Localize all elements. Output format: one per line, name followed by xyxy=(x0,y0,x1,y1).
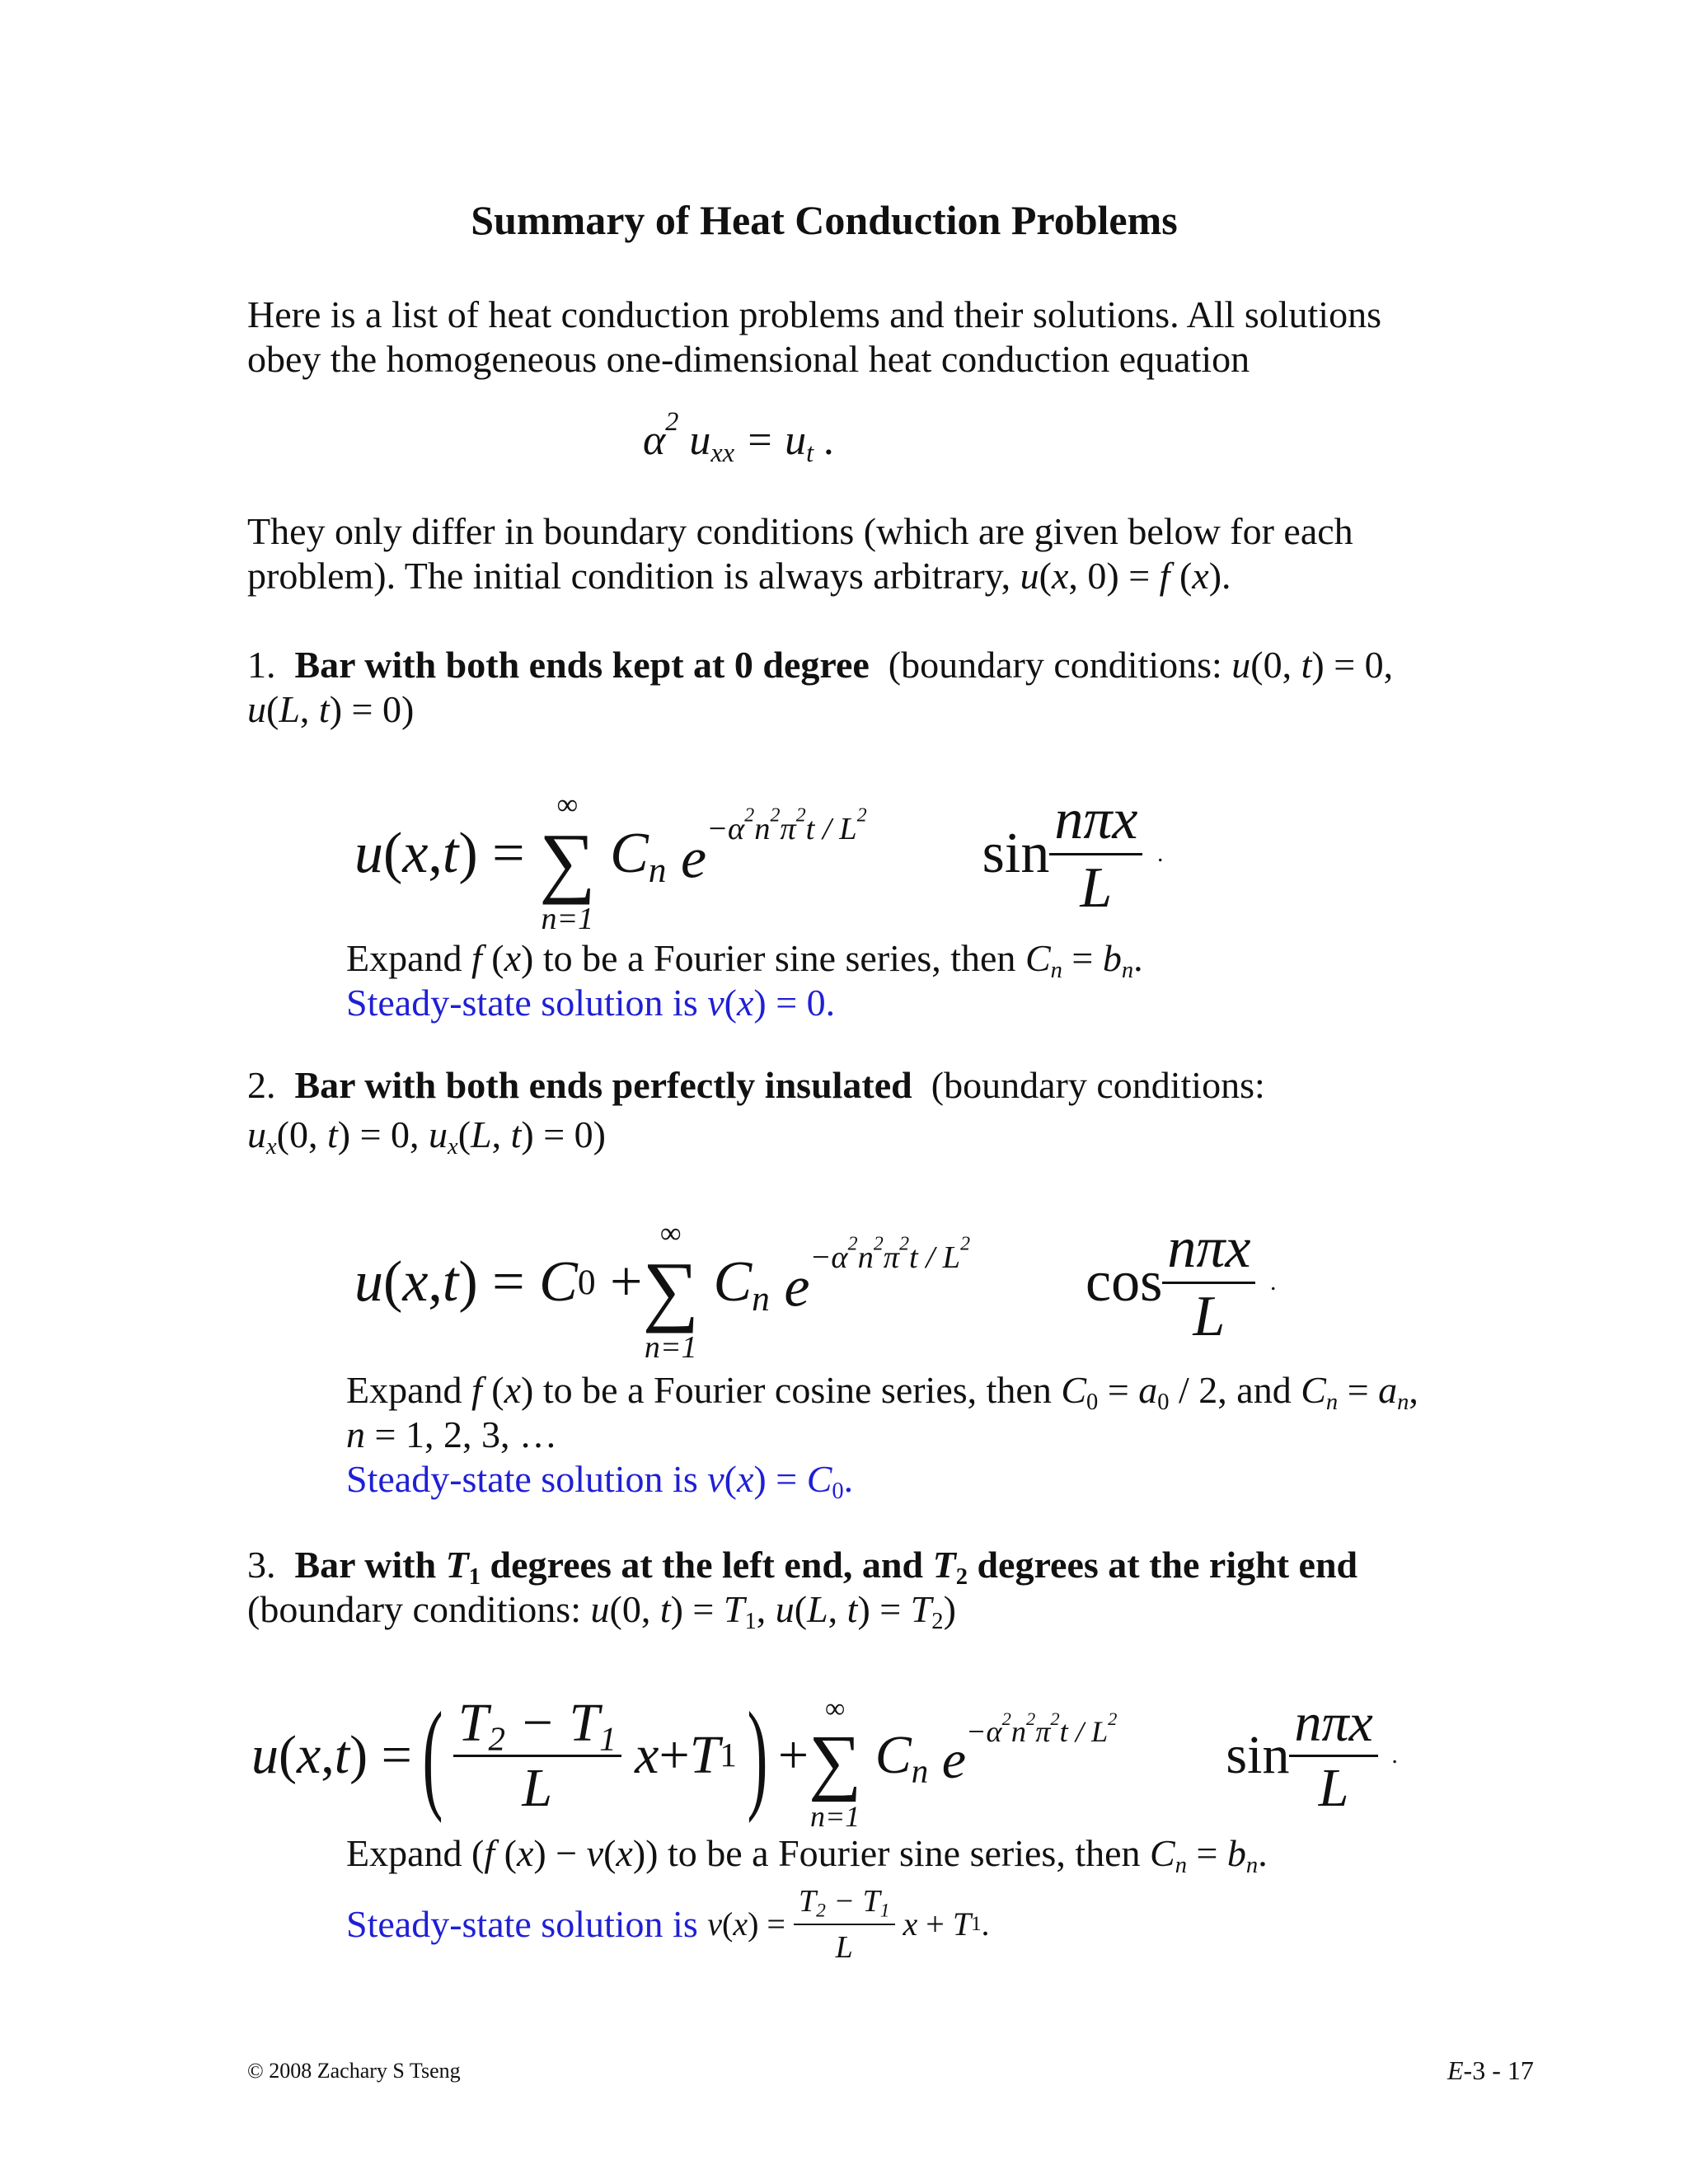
intro-line-1: Here is a list of heat conduction problems and their solutions. All solutions xyxy=(247,293,1381,335)
problem-3-header xyxy=(247,1543,1358,1590)
problem-2-note-line-2: n = 1, 2, 3, … xyxy=(346,1413,557,1455)
problem-3-solution: u ( x , t ) = ( $\frac{T_2 - T_1}{L}$ x + T 1 ) + ∞ ∑ n=1 $C_n$ $e^{-\alpha^2n^2\pi^2t / L^2}$ sin $\frac{\text{nπx}}{L}$ . xyxy=(251,1687,1398,1833)
problem-3-steady-state xyxy=(346,1879,989,1970)
problem-1-header: 1. Bar with both ends kept at 0 degree (boundary conditions: u(0, t) = 0, xyxy=(247,644,1394,686)
problem-1-solution: u ( x , t ) = ∞ ∑ n=1 $C_n$ $e^{-\alpha^2n^2\pi^2t / L^2}$ sin $\frac{\text{nπx}}{L}$ . xyxy=(354,787,1164,936)
problem-3-steady-state-formula: v ( x ) = $\frac{T_2 - T_1}{L}$ x + T 1 . xyxy=(707,1879,989,1970)
problem-3-bc-line-1: (boundary conditions: u(0, $t) = T_1$, u(L, $t) = T_2$) xyxy=(247,1588,956,1634)
problem-1-note: Expand f (x) to be a Fourier sine series, then $C_n = b_n$. xyxy=(346,937,1143,983)
problem-2-bc-line-2: $u_x(0$, t) = 0, $u_x(L$, t) = 0) xyxy=(247,1113,607,1160)
problem-3-heading: Bar with $T_1$ degrees at the left end, and $T_2$ degrees at the right end xyxy=(294,1544,1358,1590)
page-title: Summary of Heat Conduction Problems xyxy=(471,197,1178,243)
problem-2-solution: u ( x , t ) = C 0 + ∞ ∑ n=1 $C_n$ $e^{-\alpha^2n^2\pi^2t / L^2}$ cos $\frac{\text{nπx}}{L}$ . xyxy=(354,1216,1277,1365)
problem-1-bc-line-2: u(L, t) = 0) xyxy=(247,688,415,730)
problem-2-note-line-1: Expand f (x) to be a Fourier cosine series, then $C_0 = a_0 / 2$, and $C_n = a_n$, xyxy=(346,1369,1418,1415)
problem-1-steady-state: Steady-state solution is v(x) = 0. xyxy=(346,982,836,1024)
problem-3-note: Expand (f (x) − v(x)) to be a Fourier sine series, then $C_n = b_n$. xyxy=(346,1832,1268,1878)
intro-line-2: obey the homogeneous one-dimensional heat conduction equation xyxy=(247,338,1250,380)
problem-2-header xyxy=(247,1063,1265,1108)
bc-text-line-2: problem). The initial condition is always arbitrary, u(x, 0) = f (x). xyxy=(247,555,1231,597)
footer-copyright: © 2008 Zachary S Tseng xyxy=(247,2059,461,2083)
problem-1-number: 1. xyxy=(247,644,276,686)
problem-1-heading: Bar with both ends kept at 0 degree xyxy=(294,644,870,686)
problem-3-number: 3. xyxy=(247,1544,276,1586)
problem-3-steady-state-label: Steady-state solution is xyxy=(346,1903,698,1945)
problem-2-bc-line-1: (boundary conditions: xyxy=(931,1064,1265,1106)
problem-2-number: 2. xyxy=(247,1064,276,1106)
problem-2-heading: Bar with both ends perfectly insulated xyxy=(294,1064,912,1106)
problem-2-steady-state: Steady-state solution is $v(x) = C_0$. xyxy=(346,1458,854,1504)
bc-text-line-1: They only differ in boundary conditions (which are given below for each xyxy=(247,510,1353,552)
footer-page-number: E-3 - 17 xyxy=(1447,2055,1534,2085)
heat-equation: $\alpha^2$ $u_{xx} = u_t$ . xyxy=(643,405,836,468)
